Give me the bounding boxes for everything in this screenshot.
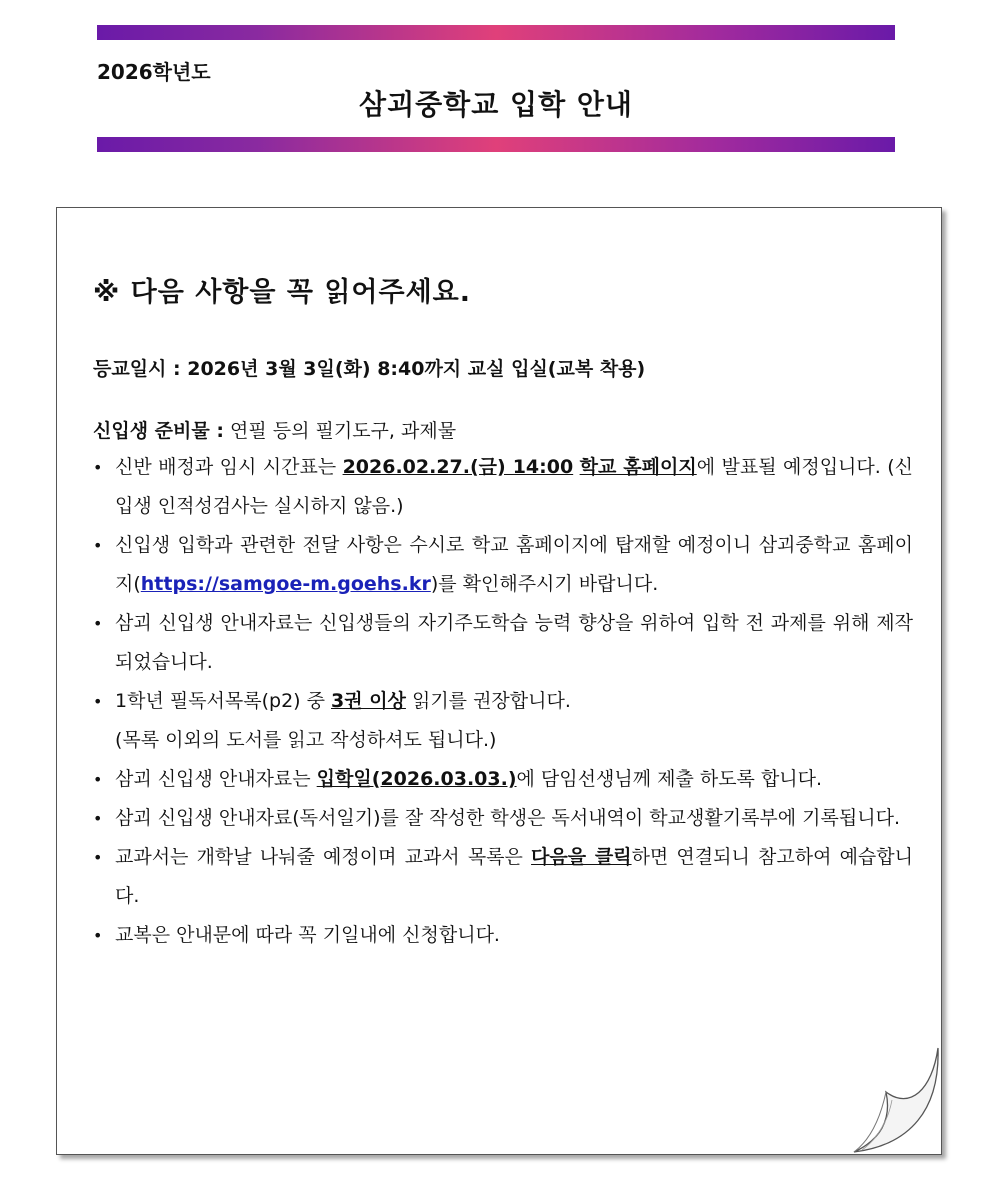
announcement-date: 2026.02.27.(금) 14:00 — [342, 456, 574, 478]
notice-content — [93, 270, 913, 955]
submission-date: 입학일(2026.03.03.) — [316, 768, 517, 790]
item-text: 하면 연결되니 참고하여 예습합니다. — [115, 846, 913, 907]
page-title: 삼괴중학교 입학 안내 — [359, 88, 633, 121]
item-text: 삼괴 신입생 안내자료(독서일기)를 잘 작성한 학생은 독서내역이 학교생활기록부에 기록됩니다. — [115, 807, 900, 829]
list-item — [93, 799, 913, 838]
item-text: 신반 배정과 임시 시간표는 — [115, 456, 343, 478]
item-text: 삼괴 신입생 안내자료는 신입생들의 자기주도학습 능력 향상을 위하여 입학 전 과제를 위해 제작되었습니다. — [115, 612, 913, 673]
school-year-label: 2026학년도 — [97, 60, 211, 84]
school-start-schedule: 등교일시 : 2026년 3월 3일(화) 8:40까지 교실 입실(교복 착용) — [93, 358, 646, 380]
list-item — [93, 916, 913, 955]
header-bottom-bar — [97, 137, 895, 152]
item-text: 1학년 필독서목록(p2) 중 — [115, 690, 332, 712]
list-item — [93, 682, 913, 760]
item-note: (목록 이외의 도서를 읽고 작성하셔도 됩니다.) — [115, 729, 497, 751]
supplies-value: 연필 등의 필기도구, 과제물 — [223, 420, 457, 442]
item-text: 에 발표될 예정입니다. (신입생 인적성검사는 실시하지 않음.) — [115, 456, 913, 517]
item-text: )를 확인해주시기 바랍니다. — [430, 573, 659, 595]
item-text: 교복은 안내문에 따라 꼭 기일내에 신청합니다. — [115, 924, 500, 946]
item-text: 에 담임선생님께 제출 하도록 합니다. — [516, 768, 823, 790]
item-text: 교과서는 개학날 나눠줄 예정이며 교과서 목록은 — [115, 846, 532, 868]
textbook-list-link[interactable]: 다음을 클릭 — [531, 846, 632, 868]
list-item — [93, 838, 913, 916]
notice-heading: ※ 다음 사항을 꼭 읽어주세요. — [93, 277, 472, 308]
school-homepage-link[interactable]: 학교 홈페이지 — [579, 456, 697, 478]
supplies-line — [93, 416, 913, 446]
page-curl-icon — [840, 1040, 950, 1170]
item-text: 삼괴 신입생 안내자료는 — [115, 768, 317, 790]
list-item — [93, 526, 913, 604]
notice-list — [93, 448, 913, 955]
reading-count: 3권 이상 — [331, 690, 406, 712]
header-top-bar — [97, 25, 895, 40]
item-text: 읽기를 권장합니다. — [405, 690, 571, 712]
list-item — [93, 448, 913, 526]
homepage-url-link[interactable]: https://samgoe-m.goehs.kr — [140, 573, 431, 595]
item-text: 신입생 입학과 관련한 전달 사항은 수시로 학교 홈페이지에 탑재할 예정이니 삼괴중학교 홈페이지( — [115, 534, 913, 595]
list-item — [93, 604, 913, 682]
supplies-label: 신입생 준비물 : — [93, 420, 224, 442]
list-item — [93, 760, 913, 799]
